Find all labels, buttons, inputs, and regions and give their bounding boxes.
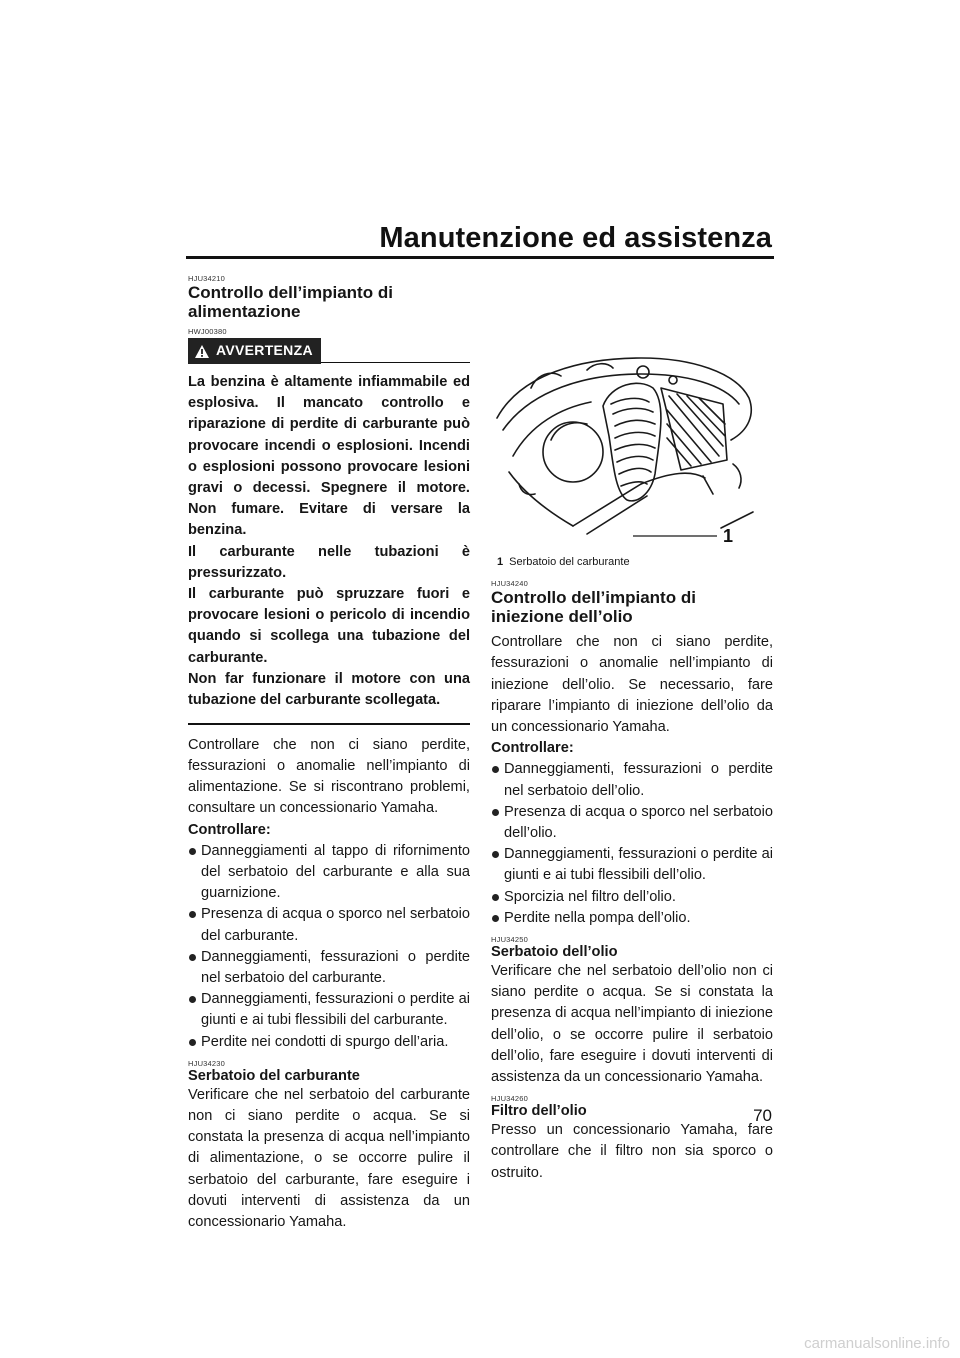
watermark: carmanualsonline.info bbox=[804, 1335, 950, 1352]
page-number: 70 bbox=[753, 1106, 772, 1125]
subsection-title-fuel-tank: Serbatoio del carburante bbox=[188, 1067, 360, 1084]
check-label: Controllare: bbox=[491, 740, 574, 757]
page-title: Manutenzione ed assistenza bbox=[379, 222, 772, 254]
right-column bbox=[491, 274, 773, 1184]
fuel-tank-illustration bbox=[491, 344, 773, 544]
warning-bottom-rule bbox=[188, 723, 470, 725]
title-rule bbox=[186, 256, 774, 259]
list-item: Danneggiamenti, fessurazioni o perdite ai giunti e ai tubi flessibili dell’olio. bbox=[491, 844, 773, 886]
warning-label: AVVERTENZA bbox=[216, 342, 313, 359]
warning-rule bbox=[321, 362, 470, 364]
subsection-title-oil-tank: Serbatoio dell’olio bbox=[491, 944, 618, 961]
left-column bbox=[188, 274, 470, 1233]
warning-paragraph: La benzina è altamente infiammabile ed esplosiva. Il mancato controllo e riparazione di perdite di carburante può provocare incendi o esplosioni. Incendi o esplosioni possono provocare lesioni gravi o decessi. Spegnere il motore. Non fumare. Evitare di versare la benzina. bbox=[188, 374, 470, 539]
warning-triangle-icon bbox=[194, 344, 210, 359]
body-paragraph: Verificare che nel serbatoio dell’olio non ci siano perdite o acqua. Se si constata la presenza di acqua nell’impianto di iniezione dell’olio, o se occorre pulire il serbatoio dell’olio, fare eseguire i dovuti interventi di assistenza da un concessionario Yamaha. bbox=[491, 963, 773, 1086]
list-item: Perdite nei condotti di spurgo dell’aria. bbox=[188, 1032, 470, 1053]
list-item: Danneggiamenti, fessurazioni o perdite ai giunti e ai tubi flessibili del carburante. bbox=[188, 989, 470, 1031]
figure-caption bbox=[491, 555, 773, 569]
list-item: Presenza di acqua o sporco nel serbatoio del carburante. bbox=[188, 904, 470, 946]
list-item: Perdite nella pompa dell’olio. bbox=[491, 908, 773, 929]
warning-paragraph: Il carburante può spruzzare fuori e provocare lesioni o pericolo di incendio quando si scollega una tubazione del carburante. bbox=[188, 586, 470, 666]
section-title-fuel-system: Controllo dell’impianto di alimentazione bbox=[188, 283, 393, 321]
body-paragraph: Verificare che nel serbatoio del carburante non ci siano perdite o acqua. Se si constata la presenza di acqua nell’impianto di alimentazione, o se occorre pulire il serbatoio del carburante, fare eseguire i dovuti interventi di assistenza da un concessionario Yamaha. bbox=[188, 1086, 470, 1231]
section-code: HJU34240 bbox=[491, 579, 529, 589]
list-item: Danneggiamenti, fessurazioni o perdite nel serbatoio del carburante. bbox=[188, 947, 470, 989]
warning-badge bbox=[188, 338, 321, 364]
check-list bbox=[188, 841, 470, 1053]
section-code: HJU34260 bbox=[491, 1094, 529, 1104]
caption-text: Serbatoio del carburante bbox=[509, 556, 630, 569]
section-code: HJU34230 bbox=[188, 1058, 226, 1068]
list-item: Danneggiamenti, fessurazioni o perdite nel serbatoio dell’olio. bbox=[491, 759, 773, 801]
check-label: Controllare: bbox=[188, 821, 271, 838]
body-paragraph: Controllare che non ci siano perdite, fessurazioni o anomalie nell’impianto di alimentazione. Se si riscontrano problemi, consultare un concessionario Yamaha. bbox=[188, 736, 470, 817]
list-item: Danneggiamenti al tappo di rifornimento del serbatoio del carburante e alla sua guarnizione. bbox=[188, 841, 470, 905]
subsection-title-oil-filter: Filtro dell’olio bbox=[491, 1103, 587, 1120]
warning-code: HWJ00380 bbox=[188, 327, 227, 336]
list-item: Sporcizia nel filtro dell’olio. bbox=[491, 887, 773, 908]
body-paragraph: Presso un concessionario Yamaha, fare controllare che il filtro non sia sporco o ostruito. bbox=[491, 1122, 773, 1181]
caption-number: 1 bbox=[497, 556, 504, 569]
section-title-oil-injection: Controllo dell’impianto di iniezione dell’olio bbox=[491, 588, 696, 627]
warning-paragraph: Non far funzionare il motore con una tubazione del carburante scollegata. bbox=[188, 670, 470, 709]
section-code: HJU34250 bbox=[491, 935, 529, 945]
callout-number: 1 bbox=[723, 526, 734, 544]
body-paragraph: Controllare che non ci siano perdite, fessurazioni o anomalie nell’impianto di iniezione dell’olio. Se necessario, fare riparare l’impianto di iniezione dell’olio da un concessionario Yamaha. bbox=[491, 634, 773, 736]
check-list bbox=[491, 759, 773, 929]
warning-text bbox=[188, 372, 470, 711]
list-item: Presenza di acqua o sporco nel serbatoio dell’olio. bbox=[491, 802, 773, 844]
warning-paragraph: Il carburante nelle tubazioni è pressurizzato. bbox=[188, 543, 470, 581]
section-code: HJU34210 bbox=[188, 274, 226, 283]
warning-header bbox=[188, 338, 470, 364]
